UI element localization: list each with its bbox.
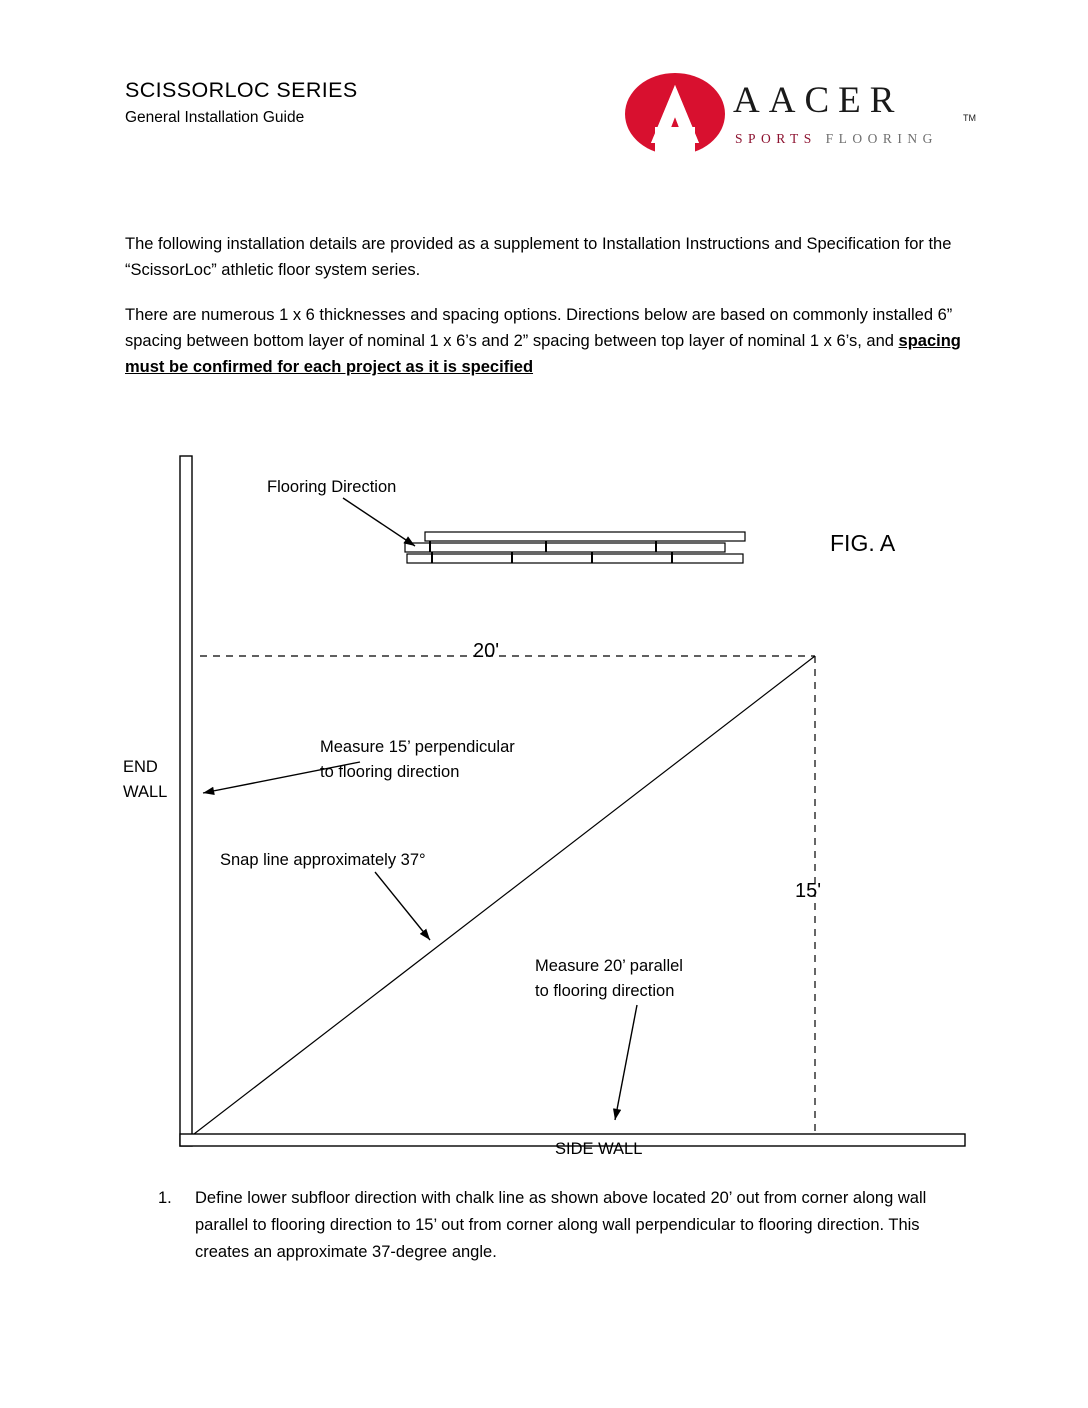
- title-block: [125, 78, 358, 127]
- side-wall-label: SIDE WALL: [555, 1140, 643, 1158]
- snapline-callout: Snap line approximately 37°: [220, 851, 426, 869]
- logo-tagline-sports: SPORTS: [735, 131, 817, 146]
- snap-line: [194, 656, 815, 1134]
- spacing-paragraph-text: There are numerous 1 x 6 thicknesses and spacing options. Directions below are based on commonly installed 6” spacing between bottom layer of nominal 1 x 6’s and 2” spacing between top layer of nominal 1 x 6’s, and: [125, 306, 953, 350]
- flooring-direction-arrow: [343, 498, 415, 546]
- parallel-callout-line1: Measure 20’ parallel: [535, 957, 683, 975]
- flooring-boards-schematic: [405, 532, 745, 563]
- end-wall-shape: [180, 456, 192, 1146]
- list-item: [125, 1185, 965, 1266]
- snapline-callout-arrow: [375, 872, 430, 940]
- parallel-callout-line2: to flooring direction: [535, 982, 675, 1000]
- page-subtitle: General Installation Guide: [125, 109, 305, 126]
- aacer-logo: [625, 73, 976, 173]
- document-header: [125, 78, 976, 188]
- spacing-paragraph-emphasis: spacing must be confirmed for each project as it is specified: [125, 332, 961, 376]
- page-title: SCISSORLOC SERIES: [125, 78, 358, 102]
- parallel-callout-arrow: [615, 1005, 637, 1120]
- logo-tagline: [735, 131, 938, 147]
- instruction-list: [125, 1185, 965, 1266]
- dimension-top-label: 20': [473, 640, 500, 662]
- figure-drawing: [125, 440, 975, 1170]
- perpendicular-callout-line2: to flooring direction: [320, 763, 460, 781]
- logo-tagline-flooring: FLOORING: [825, 131, 938, 146]
- list-item-text: Define lower subfloor direction with chalk line as shown above located 20’ out from corner along wall parallel to flooring direction to 15’ out from corner along wall perpendicular to flooring direction. This creates an approximate 37-degree angle.: [195, 1189, 927, 1261]
- intro-paragraph: The following installation details are provided as a supplement to Installation Instructions and Specification for the “ScissorLoc” athletic floor system series.: [125, 235, 952, 279]
- figure-label: FIG. A: [830, 530, 896, 556]
- logo-trademark: TM: [963, 113, 976, 123]
- figure-a: [125, 440, 975, 1170]
- list-item-number: 1.: [158, 1189, 172, 1207]
- dimension-right-label: 15': [795, 880, 822, 902]
- flooring-direction-label: Flooring Direction: [267, 478, 397, 496]
- logo-wordmark: AACER: [733, 80, 904, 121]
- end-wall-label-line1: END: [123, 758, 158, 776]
- spacing-paragraph: [125, 302, 965, 380]
- perpendicular-callout-line1: Measure 15’ perpendicular: [320, 738, 515, 756]
- aacer-logo-mark-icon: [625, 73, 725, 155]
- end-wall-label-line2: WALL: [123, 783, 168, 801]
